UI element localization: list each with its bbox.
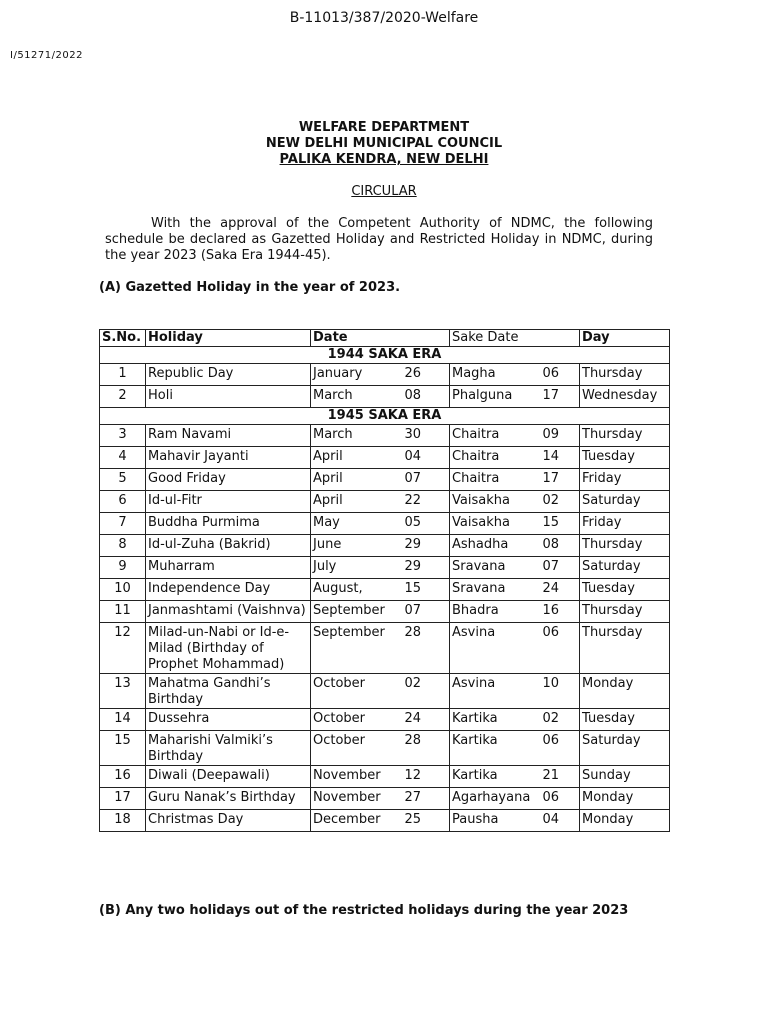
holiday-name: Ram Navami [146,425,311,447]
table-row [100,623,670,674]
date-month: June [313,537,342,552]
date-day: 29 [404,559,421,574]
header-holiday: Holiday [146,330,311,347]
weekday: Thursday [580,425,670,447]
holiday-name: Holi [146,386,311,408]
serial-number: 11 [100,601,146,623]
gregorian-date [311,601,450,623]
date-month: January [313,366,363,381]
saka-date [450,364,580,386]
gregorian-date [311,491,450,513]
saka-month: Vaisakha [452,493,510,508]
holiday-name: Id-ul-Fitr [146,491,311,513]
gregorian-date [311,386,450,408]
saka-date [450,491,580,513]
weekday: Friday [580,469,670,491]
table-row [100,788,670,810]
table-row [100,731,670,766]
saka-date [450,513,580,535]
weekday: Friday [580,513,670,535]
saka-date [450,766,580,788]
holiday-name: Republic Day [146,364,311,386]
saka-month: Magha [452,366,496,381]
date-day: 28 [404,733,421,748]
holiday-name: Muharram [146,557,311,579]
saka-month: Kartika [452,733,498,748]
serial-number: 8 [100,535,146,557]
serial-number: 17 [100,788,146,810]
saka-day: 09 [542,427,559,442]
date-month: August, [313,581,363,596]
saka-month: Agarhayana [452,790,531,805]
saka-month: Phalguna [452,388,513,403]
date-month: October [313,711,366,726]
table-row [100,469,670,491]
council-name: NEW DELHI MUNICIPAL COUNCIL [265,136,503,151]
date-day: 22 [404,493,421,508]
saka-date [450,810,580,832]
date-day: 30 [404,427,421,442]
saka-month: Asvina [452,625,496,640]
date-month: October [313,676,366,691]
saka-date [450,469,580,491]
date-month: April [313,493,343,508]
section-a-heading: (A) Gazetted Holiday in the year of 2023. [99,280,401,295]
saka-date [450,709,580,731]
saka-date [450,535,580,557]
table-row [100,709,670,731]
weekday: Sunday [580,766,670,788]
date-day: 04 [404,449,421,464]
serial-number: 18 [100,810,146,832]
saka-month: Kartika [452,768,498,783]
era-label: 1944 SAKA ERA [100,347,670,364]
serial-number: 12 [100,623,146,674]
table-header-row [100,330,670,347]
serial-number: 7 [100,513,146,535]
saka-date [450,447,580,469]
holiday-name: Good Friday [146,469,311,491]
serial-number: 13 [100,674,146,709]
table-row [100,810,670,832]
section-b-heading: (B) Any two holidays out of the restricted holidays during the year 2023 [99,903,629,918]
gregorian-date [311,766,450,788]
era-label: 1945 SAKA ERA [100,408,670,425]
table-row [100,513,670,535]
date-month: April [313,449,343,464]
saka-month: Chaitra [452,427,500,442]
saka-date [450,601,580,623]
weekday: Tuesday [580,709,670,731]
weekday: Wednesday [580,386,670,408]
saka-day: 24 [542,581,559,596]
saka-month: Sravana [452,559,506,574]
table-row [100,579,670,601]
holiday-name: Id-ul-Zuha (Bakrid) [146,535,311,557]
gregorian-date [311,447,450,469]
gregorian-date [311,709,450,731]
holiday-name: Janmashtami (Vaishnva) [146,601,311,623]
council-address: PALIKA KENDRA, NEW DELHI [279,152,489,167]
saka-day: 06 [542,733,559,748]
date-day: 28 [404,625,421,640]
saka-day: 14 [542,449,559,464]
holiday-name: Independence Day [146,579,311,601]
saka-date [450,579,580,601]
date-month: November [313,790,381,805]
date-day: 12 [404,768,421,783]
date-month: September [313,625,385,640]
serial-number: 14 [100,709,146,731]
saka-month: Asvina [452,676,496,691]
weekday: Tuesday [580,447,670,469]
date-month: May [313,515,340,530]
gregorian-date [311,579,450,601]
date-day: 29 [404,537,421,552]
date-month: April [313,471,343,486]
saka-day: 06 [542,366,559,381]
weekday: Saturday [580,491,670,513]
intro-paragraph: With the approval of the Competent Authority of NDMC, the following schedule be declared as Gazetted Holiday and Restricted Holiday in NDMC, during the year 2023 (Saka Era 1944-45). [105,216,653,263]
saka-day: 06 [542,790,559,805]
reference-number: I/51271/2022 [10,50,83,61]
table-row [100,535,670,557]
table-row [100,766,670,788]
table-row [100,386,670,408]
gregorian-date [311,425,450,447]
weekday: Thursday [580,364,670,386]
saka-month: Chaitra [452,471,500,486]
holiday-name: Diwali (Deepawali) [146,766,311,788]
saka-day: 15 [542,515,559,530]
saka-date [450,623,580,674]
date-month: November [313,768,381,783]
holiday-name: Milad-un-Nabi or Id-e-Milad (Birthday of Prophet Mohammad) [146,623,311,674]
serial-number: 4 [100,447,146,469]
serial-number: 9 [100,557,146,579]
gregorian-date [311,535,450,557]
saka-day: 10 [542,676,559,691]
holiday-name: Mahavir Jayanti [146,447,311,469]
gregorian-date [311,623,450,674]
holiday-name: Buddha Purmima [146,513,311,535]
header-day: Day [580,330,670,347]
saka-month: Sravana [452,581,506,596]
weekday: Thursday [580,623,670,674]
date-day: 07 [404,471,421,486]
gregorian-date [311,557,450,579]
serial-number: 3 [100,425,146,447]
holiday-name: Mahatma Gandhi’s Birthday [146,674,311,709]
circular-title: CIRCULAR [351,184,417,199]
saka-month: Pausha [452,812,499,827]
saka-day: 07 [542,559,559,574]
header-date: Date [311,330,450,347]
saka-day: 06 [542,625,559,640]
gregorian-date [311,364,450,386]
saka-date [450,788,580,810]
serial-number: 15 [100,731,146,766]
weekday: Thursday [580,601,670,623]
weekday: Monday [580,674,670,709]
saka-date [450,674,580,709]
saka-month: Bhadra [452,603,499,618]
serial-number: 16 [100,766,146,788]
table-row [100,674,670,709]
date-month: March [313,388,353,403]
serial-number: 6 [100,491,146,513]
saka-day: 21 [542,768,559,783]
era-row-1945 [100,408,670,425]
weekday: Monday [580,788,670,810]
date-day: 27 [404,790,421,805]
date-month: March [313,427,353,442]
saka-day: 02 [542,711,559,726]
date-day: 24 [404,711,421,726]
holiday-name: Guru Nanak’s Birthday [146,788,311,810]
date-day: 25 [404,812,421,827]
gregorian-date [311,731,450,766]
saka-day: 17 [542,388,559,403]
header-sno: S.No. [100,330,146,347]
gregorian-date [311,469,450,491]
table-row [100,425,670,447]
date-day: 07 [404,603,421,618]
serial-number: 1 [100,364,146,386]
gregorian-date [311,788,450,810]
serial-number: 5 [100,469,146,491]
saka-month: Vaisakha [452,515,510,530]
saka-day: 16 [542,603,559,618]
department-name: WELFARE DEPARTMENT [298,120,470,135]
header-saka-date: Sake Date [450,330,580,347]
holiday-name: Dussehra [146,709,311,731]
weekday: Saturday [580,557,670,579]
saka-month: Chaitra [452,449,500,464]
date-day: 05 [404,515,421,530]
weekday: Tuesday [580,579,670,601]
date-month: September [313,603,385,618]
date-day: 02 [404,676,421,691]
date-day: 15 [404,581,421,596]
date-day: 08 [404,388,421,403]
saka-date [450,386,580,408]
date-month: December [313,812,381,827]
saka-day: 17 [542,471,559,486]
file-number: B-11013/387/2020-Welfare [289,10,479,26]
letterhead [0,120,768,168]
table-row [100,601,670,623]
table-row [100,491,670,513]
saka-month: Kartika [452,711,498,726]
saka-day: 08 [542,537,559,552]
holiday-name: Christmas Day [146,810,311,832]
table-row [100,557,670,579]
holiday-name: Maharishi Valmiki’s Birthday [146,731,311,766]
date-month: October [313,733,366,748]
gregorian-date [311,674,450,709]
weekday: Monday [580,810,670,832]
weekday: Saturday [580,731,670,766]
table-row [100,447,670,469]
serial-number: 10 [100,579,146,601]
saka-date [450,557,580,579]
weekday: Thursday [580,535,670,557]
date-day: 26 [404,366,421,381]
gazetted-holiday-table [99,329,670,832]
saka-date [450,731,580,766]
era-row-1944 [100,347,670,364]
gregorian-date [311,810,450,832]
saka-day: 04 [542,812,559,827]
table-row [100,364,670,386]
saka-month: Ashadha [452,537,509,552]
saka-day: 02 [542,493,559,508]
date-month: July [313,559,337,574]
saka-date [450,425,580,447]
gregorian-date [311,513,450,535]
serial-number: 2 [100,386,146,408]
